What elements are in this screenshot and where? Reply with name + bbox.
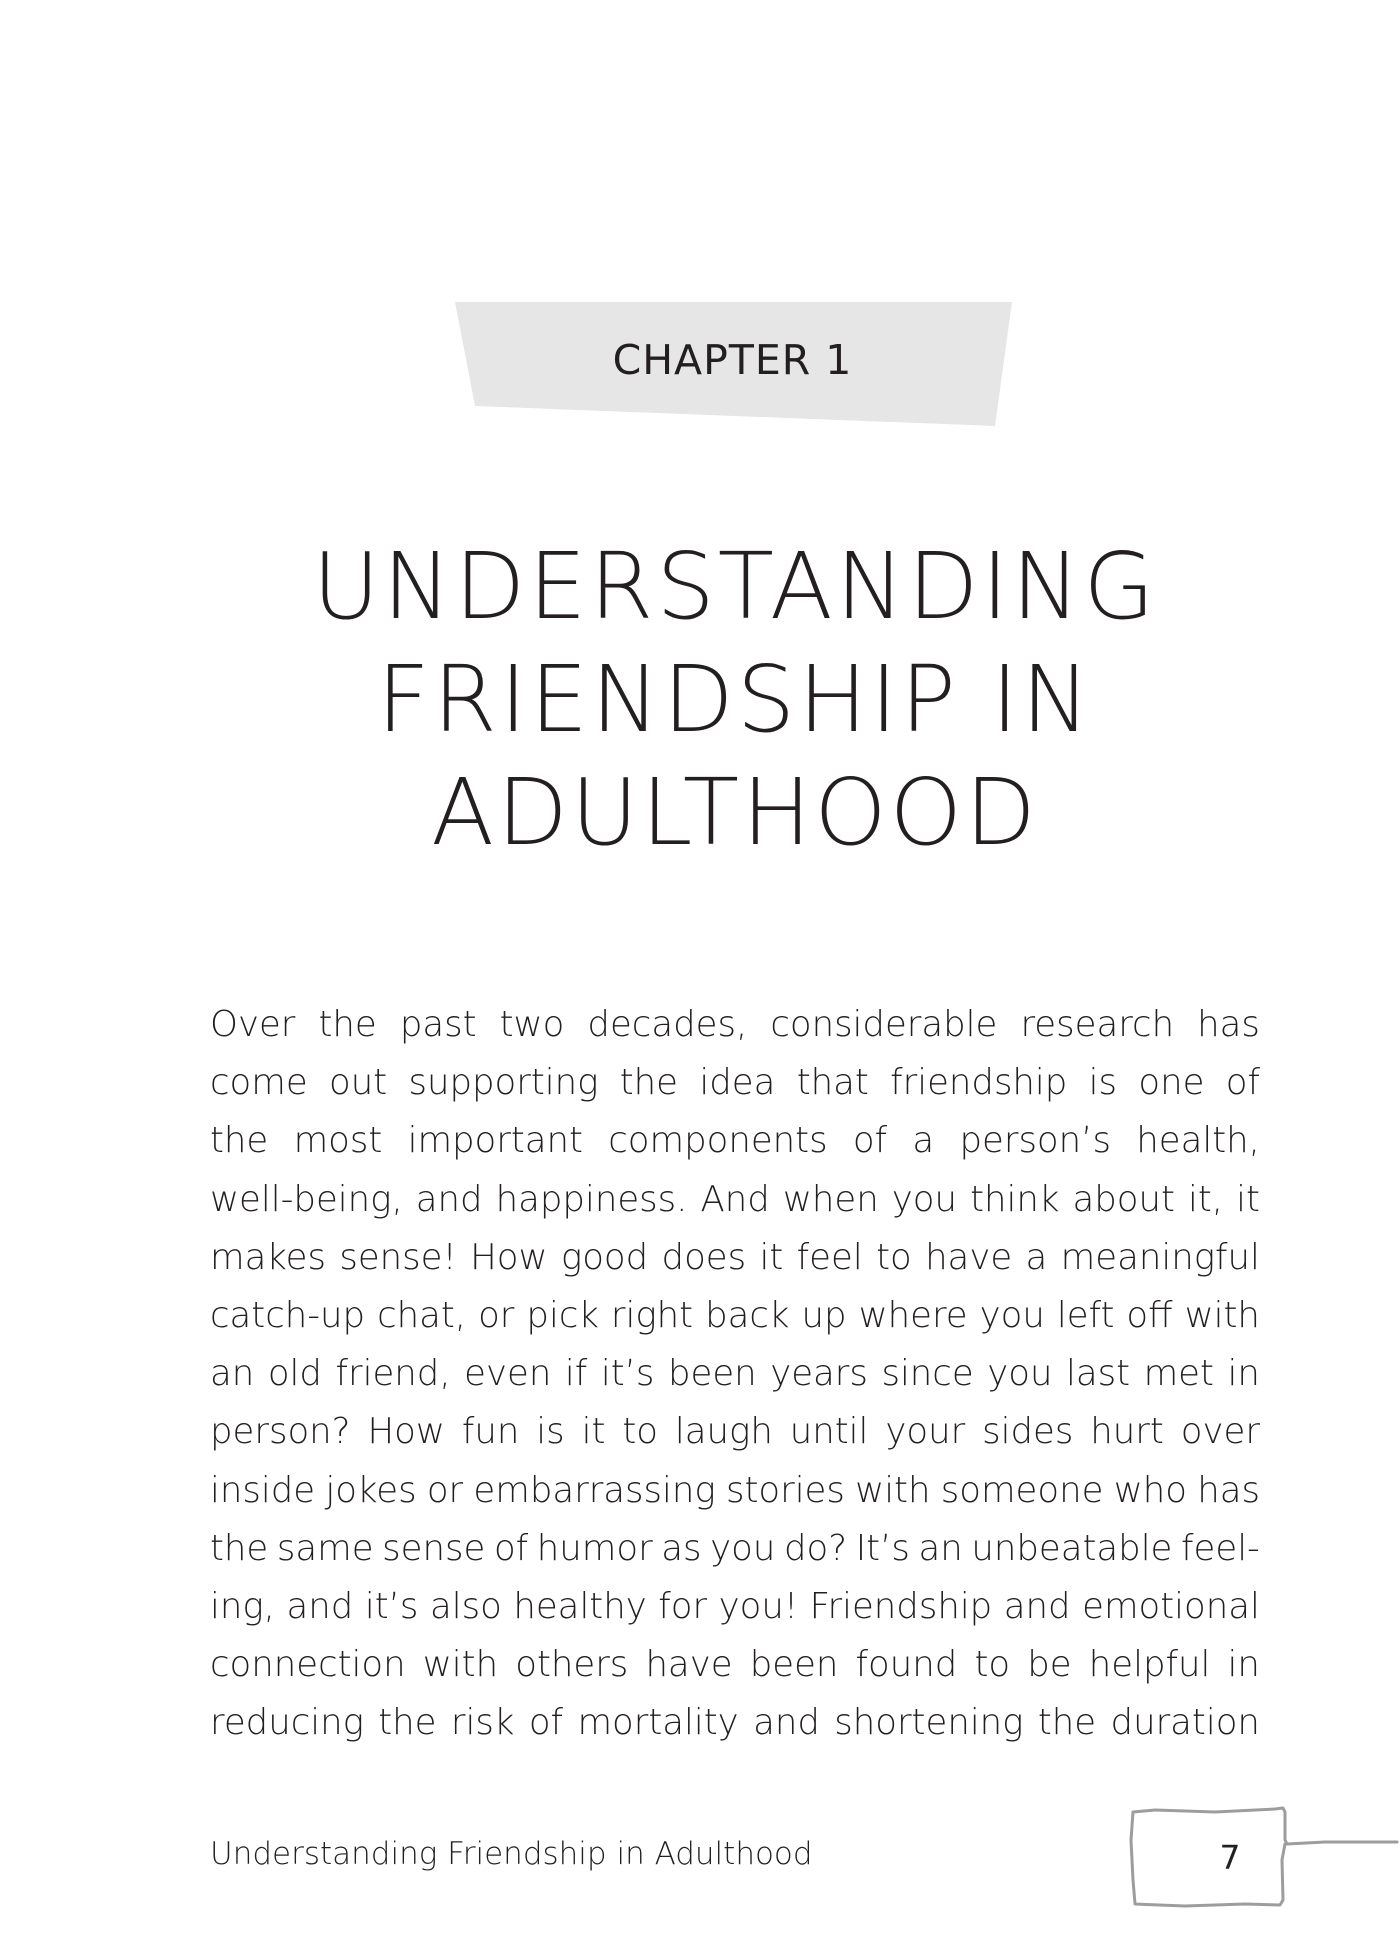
body-line-3: the most important components of a person’s health, xyxy=(210,1120,1260,1162)
body-line-2: come out supporting the idea that friendship is one of xyxy=(210,1062,1260,1104)
chapter-title-line-3: ADULTHOOD xyxy=(431,759,1039,866)
chapter-label: CHAPTER 1 xyxy=(612,336,853,384)
chapter-title-line-1: UNDERSTANDING xyxy=(312,533,1158,640)
body-line-1: Over the past two decades, considerable research has xyxy=(210,1004,1260,1045)
running-footer-title: Understanding Friendship in Adulthood xyxy=(210,1836,813,1872)
page-number: 7 xyxy=(1219,1838,1241,1877)
chapter-title-line-2: FRIENDSHIP IN xyxy=(376,646,1094,753)
body-line-12: connection with others have been found to be helpful in xyxy=(210,1644,1260,1686)
body-line-10: the same sense of humor as you do? It’s an unbeatable feel- xyxy=(210,1527,1260,1569)
body-line-13: reducing the risk of mortality and shortening the duration xyxy=(210,1702,1260,1744)
chapter-title xyxy=(160,530,1310,869)
body-line-8: person? How fun is it to laugh until your sides hurt over xyxy=(210,1411,1260,1453)
page-number-box xyxy=(1125,1800,1400,1915)
body-line-6: catch-up chat, or pick right back up where you left off with xyxy=(210,1295,1260,1337)
body-paragraph xyxy=(210,996,1260,1753)
chapter-banner xyxy=(450,300,1015,430)
body-line-11: ing, and it’s also healthy for you! Friendship and emotional xyxy=(210,1586,1260,1628)
body-line-5: makes sense! How good does it feel to have a meaningful xyxy=(210,1236,1260,1278)
body-line-9: inside jokes or embarrassing stories with someone who has xyxy=(210,1469,1260,1511)
body-line-7: an old friend, even if it’s been years since you last met in xyxy=(210,1353,1260,1395)
body-line-4: well-being, and happiness. And when you think about it, it xyxy=(210,1178,1260,1220)
